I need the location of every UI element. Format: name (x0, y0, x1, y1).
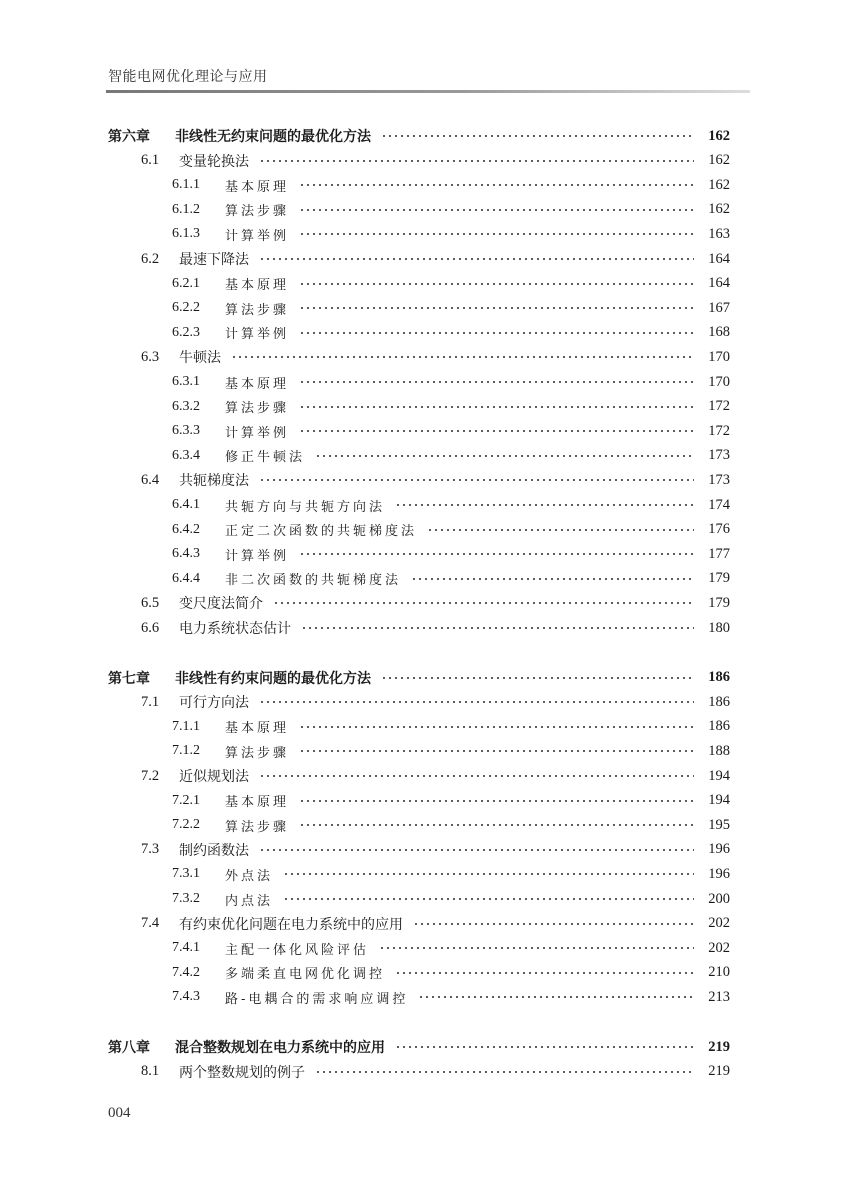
toc-entry-title: 算法步骤 (225, 401, 290, 417)
toc-entry-page: 177 (708, 545, 730, 562)
toc-entry-number: 6.3.4 (172, 447, 200, 463)
running-header: 智能电网优化理论与应用 (108, 69, 268, 85)
toc-entry-title: 混合整数规划在电力系统中的应用 (175, 1040, 385, 1056)
toc-entry-number: 7.2.2 (172, 817, 200, 833)
toc-entry-title: 基本原理 (225, 179, 290, 195)
toc-entry-page: 173 (708, 471, 730, 488)
toc-entry-title: 基本原理 (225, 278, 290, 294)
toc-subsection-row (0, 493, 850, 517)
dot-leader (283, 873, 694, 875)
dot-leader (299, 800, 694, 802)
toc-entry-page: 202 (708, 915, 730, 932)
toc-entry-page: 219 (708, 1038, 730, 1055)
toc-entry-title: 多端柔直电网优化调控 (225, 967, 386, 983)
toc-entry-page: 186 (708, 718, 730, 735)
dot-leader (299, 726, 694, 728)
dot-leader (301, 627, 694, 629)
toc-entry-number: 7.4.1 (172, 940, 200, 956)
toc-subsection-row (0, 936, 850, 960)
toc-subsection-row (0, 789, 850, 813)
toc-section-row (0, 764, 850, 788)
dot-leader (299, 430, 694, 432)
dot-leader (259, 160, 694, 162)
dot-leader (299, 283, 694, 285)
toc-entry-title: 主配一体化风险评估 (225, 942, 370, 958)
toc-entry-number: 6.3 (141, 348, 160, 365)
toc-entry-number: 6.3.3 (172, 423, 200, 439)
dot-leader (299, 553, 694, 555)
toc-entry-title: 计算举例 (225, 327, 290, 343)
toc-chapter-row (0, 124, 850, 148)
header-rule (106, 90, 750, 93)
toc-section-row (0, 690, 850, 714)
toc-entry-number: 7.4.3 (172, 989, 200, 1005)
toc-entry-number: 6.1.1 (172, 177, 200, 193)
toc-entry-number: 6.4 (141, 471, 160, 488)
toc-entry-title: 计算举例 (225, 425, 290, 441)
toc-entry-page: 186 (708, 669, 730, 686)
dot-leader (259, 775, 694, 777)
toc-section-row (0, 247, 850, 271)
toc-entry-title: 共轭方向与共轭方向法 (225, 499, 386, 515)
toc-entry-page: 196 (708, 865, 730, 882)
dot-leader (299, 750, 694, 752)
toc-subsection-row (0, 370, 850, 394)
toc-entry-page: 179 (708, 594, 730, 611)
toc-entry-page: 200 (708, 890, 730, 907)
toc-subsection-row (0, 296, 850, 320)
toc-entry-page: 194 (708, 792, 730, 809)
toc-subsection-row (0, 272, 850, 296)
toc-subsection-row (0, 518, 850, 542)
dot-leader (299, 184, 694, 186)
toc-entry-page: 210 (708, 964, 730, 981)
toc-entry-title: 修正牛顿法 (225, 450, 306, 466)
dot-leader (299, 307, 694, 309)
toc-entry-title: 基本原理 (225, 795, 290, 811)
toc-entry-title: 外点法 (225, 868, 274, 884)
toc-subsection-row (0, 567, 850, 591)
toc-entry-page: 194 (708, 767, 730, 784)
toc-subsection-row (0, 813, 850, 837)
toc-subsection-row (0, 198, 850, 222)
toc-entry-number: 7.3.2 (172, 891, 200, 906)
toc-entry-number: 第七章 (108, 670, 150, 687)
toc-section-row (0, 838, 850, 862)
toc-subsection-row (0, 222, 850, 246)
toc-entry-number: 7.3 (141, 841, 160, 858)
toc-section-row (0, 468, 850, 492)
toc-entry-number: 6.6 (141, 619, 160, 636)
dot-leader (299, 824, 694, 826)
toc-entry-number: 6.1.2 (172, 201, 200, 217)
dot-leader (381, 677, 694, 679)
dot-leader (299, 332, 694, 334)
toc-section-row (0, 149, 850, 173)
dot-leader (418, 996, 694, 998)
toc-entry-title: 基本原理 (225, 376, 290, 392)
dot-leader (259, 479, 694, 481)
toc-section-row (0, 1060, 850, 1084)
dot-leader (315, 1071, 694, 1073)
toc-entry-page: 173 (708, 447, 730, 464)
toc-entry-number: 7.1.1 (172, 718, 200, 734)
toc-entry-title: 路-电耦合的需求响应调控 (225, 991, 409, 1007)
toc-entry-number: 7.2.1 (172, 792, 200, 808)
toc-entry-number: 6.3.1 (172, 374, 200, 389)
toc-entry-number: 7.1.2 (172, 743, 200, 759)
toc-entry-title: 最速下降法 (179, 252, 249, 268)
toc-entry-title: 内点法 (225, 893, 274, 909)
dot-leader (427, 529, 694, 531)
dot-leader (299, 209, 694, 211)
dot-leader (259, 849, 694, 851)
toc-entry-number: 6.3.2 (172, 398, 200, 414)
toc-entry-page: 162 (708, 201, 730, 218)
toc-entry-page: 163 (708, 225, 730, 242)
toc-entry-number: 7.3.1 (172, 866, 200, 882)
dot-leader (315, 455, 694, 457)
toc-entry-page: 179 (708, 570, 730, 587)
toc-entry-title: 非二次函数的共轭梯度法 (225, 573, 402, 589)
dot-leader (395, 972, 694, 974)
toc-entry-page: 213 (708, 988, 730, 1005)
toc-subsection-row (0, 739, 850, 763)
dot-leader (283, 898, 694, 900)
dot-leader (299, 406, 694, 408)
toc-entry-page: 170 (708, 373, 730, 390)
toc-subsection-row (0, 542, 850, 566)
toc-subsection-row (0, 321, 850, 345)
toc-entry-number: 6.4.1 (172, 497, 200, 512)
toc-subsection-row (0, 985, 850, 1009)
toc-section-row (0, 591, 850, 615)
toc-entry-title: 变尺度法简介 (179, 596, 263, 613)
toc-entry-number: 第六章 (108, 129, 150, 145)
toc-entry-page: 196 (708, 841, 730, 858)
toc-entry-title: 算法步骤 (225, 302, 290, 318)
toc-entry-number: 6.4.3 (172, 546, 200, 562)
toc-entry-title: 算法步骤 (225, 819, 290, 835)
toc-entry-title: 制约函数法 (179, 842, 249, 859)
toc-section-row (0, 345, 850, 369)
toc-entry-page: 162 (708, 127, 730, 144)
toc-entry-title: 算法步骤 (225, 745, 290, 761)
toc-entry-page: 195 (708, 816, 730, 833)
dot-leader (231, 356, 694, 358)
toc-entry-page: 164 (708, 250, 730, 267)
toc-entry-number: 7.1 (141, 693, 160, 710)
dot-leader (259, 701, 694, 703)
toc-entry-page: 188 (708, 742, 730, 759)
toc-entry-title: 两个整数规划的例子 (179, 1064, 305, 1081)
toc-entry-title: 变量轮换法 (179, 153, 249, 170)
toc-entry-page: 167 (708, 299, 730, 316)
toc-entry-title: 基本原理 (225, 721, 290, 737)
toc-entry-title: 共轭梯度法 (179, 473, 249, 490)
toc-entry-title: 正定二次函数的共轭梯度法 (225, 524, 418, 540)
toc-entry-page: 170 (708, 348, 730, 365)
dot-leader (395, 1046, 694, 1048)
toc-subsection-row (0, 395, 850, 419)
toc-section-row (0, 616, 850, 640)
toc-entry-title: 计算举例 (225, 548, 290, 564)
toc-subsection-row (0, 862, 850, 886)
toc-subsection-row (0, 715, 850, 739)
toc-entry-page: 162 (708, 152, 730, 169)
toc-section-row (0, 912, 850, 936)
toc-entry-title: 有约束优化问题在电力系统中的应用 (179, 916, 403, 933)
toc-entry-page: 164 (708, 275, 730, 292)
dot-leader (413, 923, 694, 925)
toc-entry-number: 6.4.4 (172, 570, 200, 586)
dot-leader (411, 578, 694, 580)
page-number: 004 (108, 1105, 131, 1121)
toc-entry-page: 172 (708, 422, 730, 439)
dot-leader (379, 947, 694, 949)
toc-entry-number: 6.1.3 (172, 226, 200, 242)
toc-entry-number: 7.4 (141, 915, 160, 932)
toc-entry-number: 6.2.2 (172, 300, 200, 316)
toc-entry-title: 非线性无约束问题的最优化方法 (175, 129, 371, 145)
toc-entry-number: 6.5 (141, 594, 160, 611)
toc-entry-page: 219 (708, 1063, 730, 1080)
dot-leader (299, 381, 694, 383)
toc-entry-page: 186 (708, 693, 730, 710)
toc-subsection-row (0, 419, 850, 443)
toc-entry-title: 牛顿法 (179, 350, 221, 367)
toc-subsection-row (0, 444, 850, 468)
toc-entry-title: 算法步骤 (225, 204, 290, 220)
toc-entry-title: 电力系统状态估计 (179, 621, 291, 637)
toc-entry-title: 可行方向法 (179, 695, 249, 712)
toc-entry-page: 162 (708, 176, 730, 193)
toc-entry-page: 168 (708, 324, 730, 341)
dot-leader (299, 233, 694, 235)
toc-entry-page: 174 (708, 496, 730, 513)
dot-leader (395, 504, 694, 506)
toc-subsection-row (0, 173, 850, 197)
toc-entry-number: 6.2.3 (172, 324, 200, 340)
toc-entry-number: 6.2 (141, 250, 160, 267)
toc-entry-number: 6.1 (141, 152, 160, 169)
toc-entry-page: 202 (708, 939, 730, 956)
toc-entry-number: 7.2 (141, 767, 160, 784)
dot-leader (259, 258, 694, 260)
toc-entry-title: 非线性有约束问题的最优化方法 (175, 670, 371, 687)
dot-leader (381, 135, 694, 137)
toc-entry-number: 8.1 (141, 1063, 160, 1080)
toc-subsection-row (0, 887, 850, 911)
toc-entry-number: 6.4.2 (172, 521, 200, 537)
toc-entry-number: 第八章 (108, 1040, 150, 1056)
toc-entry-page: 180 (708, 619, 730, 636)
toc-chapter-row (0, 666, 850, 690)
toc-entry-number: 6.2.1 (172, 275, 200, 291)
toc-entry-page: 176 (708, 521, 730, 538)
toc-subsection-row (0, 961, 850, 985)
toc-entry-number: 7.4.2 (172, 964, 200, 980)
toc-entry-page: 172 (708, 398, 730, 415)
dot-leader (273, 602, 694, 604)
toc-chapter-row (0, 1035, 850, 1059)
toc-entry-title: 近似规划法 (179, 769, 249, 785)
toc-entry-title: 计算举例 (225, 228, 290, 244)
